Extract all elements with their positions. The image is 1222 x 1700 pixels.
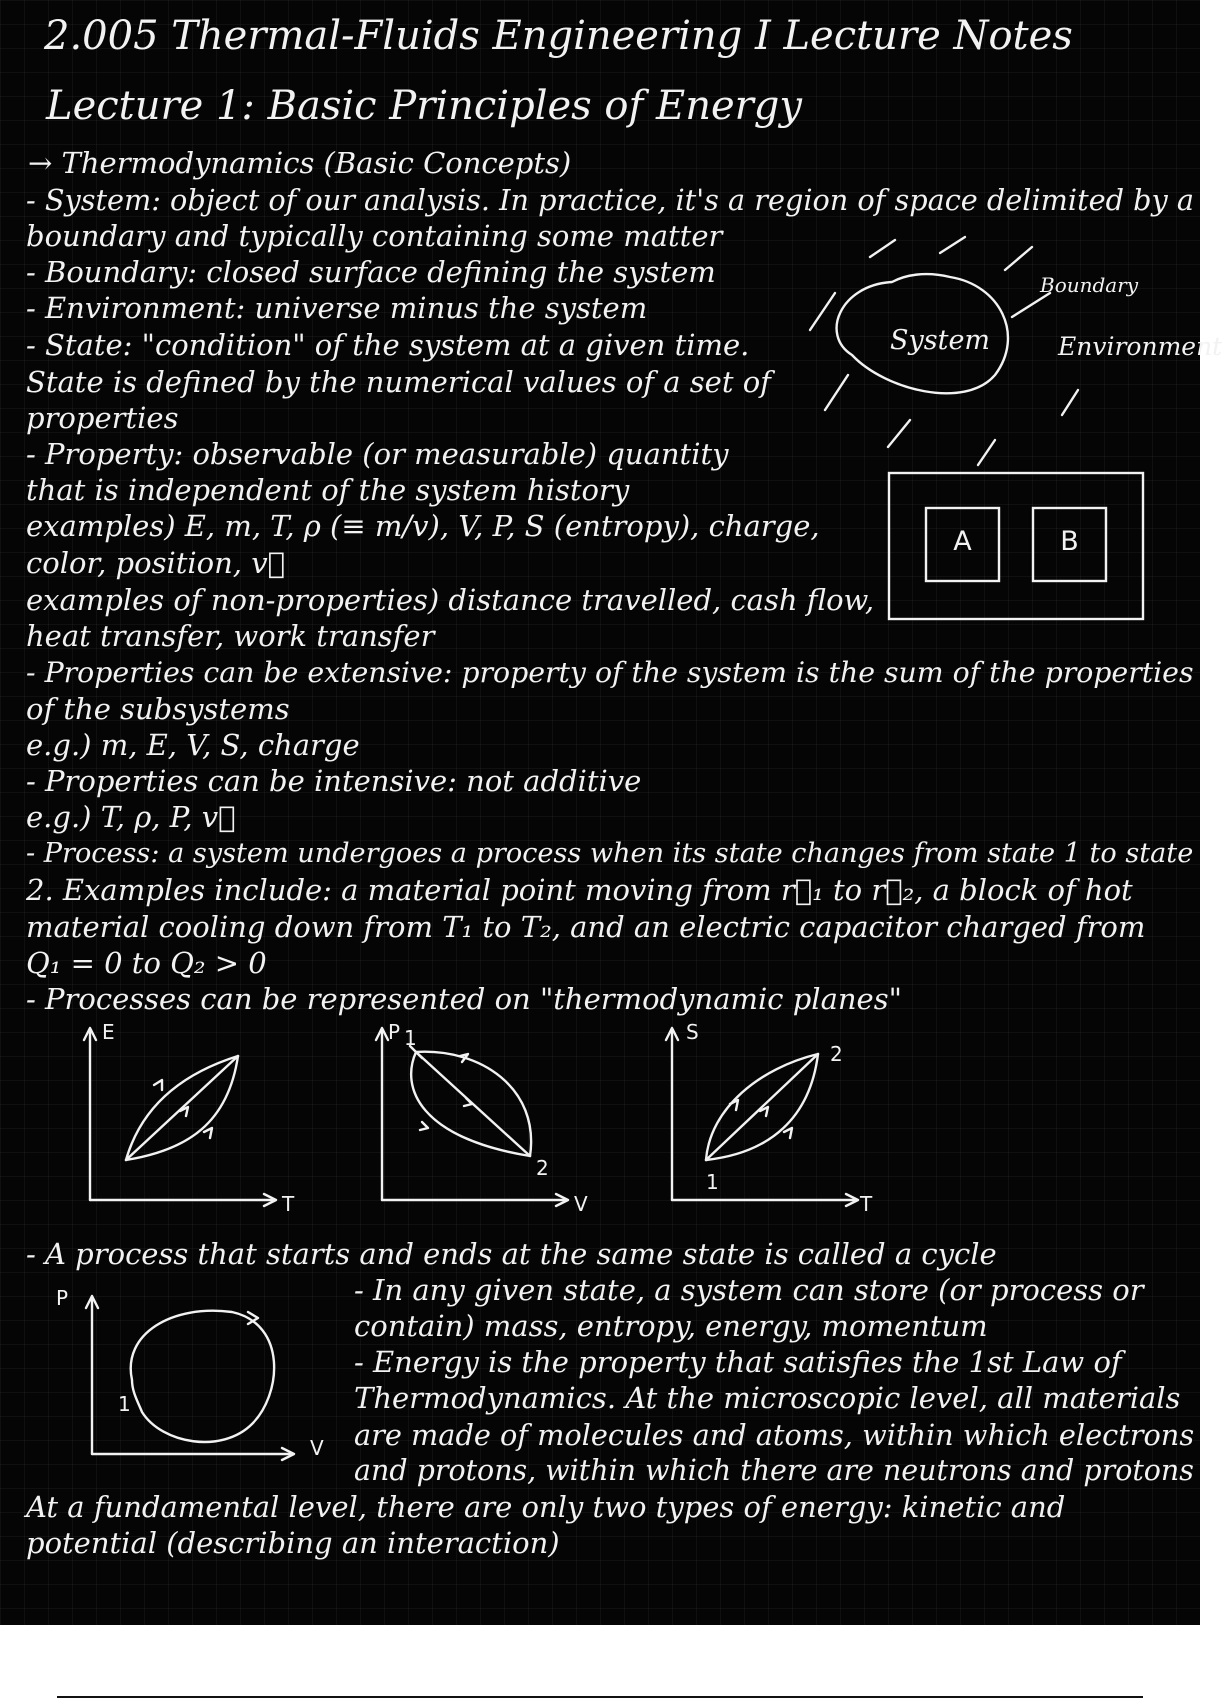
direction-arrow xyxy=(420,1122,428,1130)
note-line: - Process: a system undergoes a process when its state changes from state 1 to state xyxy=(26,838,1194,869)
plot-y-label: P xyxy=(56,1286,69,1310)
note-line: → Thermodynamics (Basic Concepts) xyxy=(28,146,572,180)
state-2-label: 2 xyxy=(536,1156,549,1180)
note-line: material cooling down from T₁ to T₂, and an electric capacitor charged from xyxy=(26,910,1146,944)
state-1-label: 1 xyxy=(404,1026,417,1050)
note-line: examples of non-properties) distance travelled, cash flow, xyxy=(26,583,875,617)
system-boundary-sketch xyxy=(780,225,1222,475)
plot-e-t xyxy=(78,1018,318,1218)
plot-y-label: S xyxy=(686,1020,699,1044)
note-line: heat transfer, work transfer xyxy=(26,619,435,653)
note-line: - A process that starts and ends at the same state is called a cycle xyxy=(26,1237,997,1271)
state-2-label: 2 xyxy=(830,1042,843,1066)
boundary-hatch xyxy=(1062,390,1078,415)
plot-x-label: V xyxy=(310,1436,324,1460)
note-line: properties xyxy=(26,401,179,435)
environment-label: Environment xyxy=(1058,332,1222,361)
note-line: 2. Examples include: a material point moving from r⃗₁ to r⃗₂, a block of hot xyxy=(26,873,1133,907)
cycle-path xyxy=(131,1311,274,1442)
boundary-hatch xyxy=(940,237,965,253)
page-footer-divider xyxy=(57,1696,1143,1698)
note-line: - Properties can be intensive: not additive xyxy=(26,764,642,798)
note-line: - Energy is the property that satisfies the 1st Law of xyxy=(354,1345,1122,1379)
note-line: - Environment: universe minus the system xyxy=(26,291,648,325)
note-line: Thermodynamics. At the microscopic level, all materials xyxy=(354,1381,1181,1415)
note-line: boundary and typically containing some matter xyxy=(26,219,723,253)
note-line: that is independent of the system history xyxy=(26,473,630,507)
boundary-hatch xyxy=(978,440,995,465)
note-line: - Property: observable (or measurable) quantity xyxy=(26,437,729,471)
boundary-hatch xyxy=(825,375,848,410)
note-line: Q₁ = 0 to Q₂ > 0 xyxy=(26,946,267,980)
state-1-label: 1 xyxy=(706,1170,719,1194)
note-line: - State: "condition" of the system at a given time. xyxy=(26,328,750,362)
boundary-label: Boundary xyxy=(1040,273,1139,297)
plot-y-label: P xyxy=(388,1020,401,1044)
note-line: - Processes can be represented on "thermodynamic planes" xyxy=(26,982,902,1016)
subsystem-sketch xyxy=(888,472,1144,620)
note-line: e.g.) T, ρ, P, v⃗ xyxy=(26,800,236,834)
boundary-hatch xyxy=(888,420,910,447)
state-1-label: 1 xyxy=(118,1392,131,1416)
plot-p-v xyxy=(370,1018,610,1218)
note-line: State is defined by the numerical values of a set of xyxy=(26,365,771,399)
note-line: - System: object of our analysis. In practice, it's a region of space delimited by a xyxy=(26,183,1195,217)
boundary-hatch xyxy=(1005,247,1032,270)
direction-arrow xyxy=(204,1128,212,1138)
system-label: System xyxy=(890,325,991,356)
course-title: 2.005 Thermal-Fluids Engineering I Lecture Notes xyxy=(44,13,1073,59)
note-line: are made of molecules and atoms, within which electrons xyxy=(354,1418,1195,1452)
note-line: examples) E, m, T, ρ (≡ m/v), V, P, S (entropy), charge, xyxy=(26,509,820,543)
note-line: - Boundary: closed surface defining the system xyxy=(26,255,716,289)
plot-s-t xyxy=(660,1018,900,1218)
boundary-hatch xyxy=(810,293,835,330)
note-line: - Properties can be extensive: property of the system is the sum of the properties xyxy=(26,656,1194,689)
plot-x-label: V xyxy=(574,1192,588,1216)
boundary-hatch xyxy=(870,240,895,257)
direction-arrow xyxy=(784,1128,792,1138)
plot-x-label: T xyxy=(860,1192,873,1216)
note-line: color, position, v⃗ xyxy=(26,546,286,580)
note-line: and protons, within which there are neutrons and protons xyxy=(354,1454,1194,1487)
note-line: - In any given state, a system can store (or process or xyxy=(354,1273,1144,1307)
note-line: contain) mass, entropy, energy, momentum xyxy=(354,1309,988,1343)
note-line: potential (describing an interaction) xyxy=(26,1526,560,1560)
lecture-title: Lecture 1: Basic Principles of Energy xyxy=(46,83,802,129)
plot-y-label: E xyxy=(102,1020,115,1044)
cycle-plot xyxy=(52,1284,342,1464)
note-line: At a fundamental level, there are only two types of energy: kinetic and xyxy=(26,1490,1066,1524)
direction-arrow xyxy=(464,1098,472,1106)
note-line: of the subsystems xyxy=(26,692,290,726)
plot-x-label: T xyxy=(282,1192,295,1216)
subsystem-b-label: B xyxy=(1060,526,1079,557)
subsystem-a-label: A xyxy=(953,526,972,557)
direction-arrow xyxy=(154,1080,162,1090)
note-line: e.g.) m, E, V, S, charge xyxy=(26,728,360,762)
